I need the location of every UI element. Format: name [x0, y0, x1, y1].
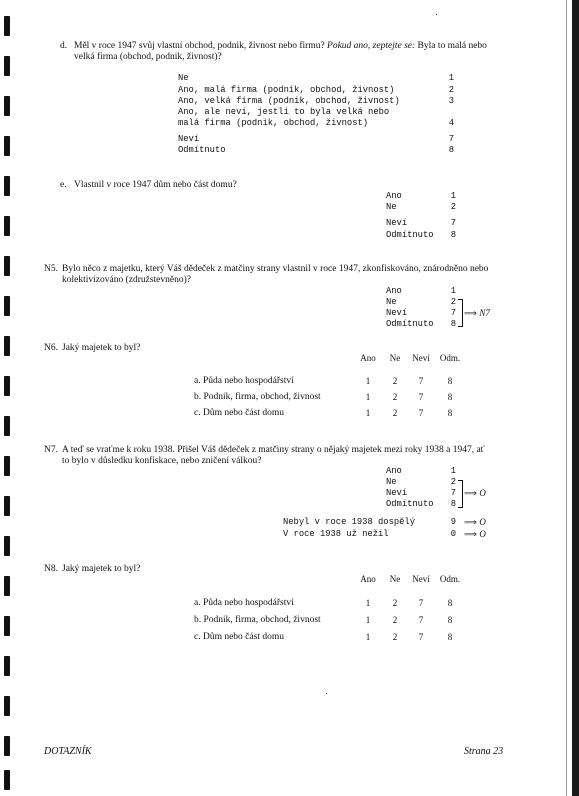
question-e-label: e. — [60, 180, 67, 190]
page-edge-line — [566, 0, 567, 796]
row-label: a. Půda nebo hospodářství — [194, 376, 294, 386]
option-code: 7 — [448, 134, 454, 144]
row-code: 1 — [365, 376, 371, 386]
option-text: Odmítnuto — [386, 499, 434, 509]
option-code: 0 — [450, 529, 456, 539]
row-code: 8 — [447, 632, 453, 642]
option-text: Odmítnuto — [386, 230, 434, 240]
binding-hole — [4, 216, 10, 236]
column-header: Odm. — [439, 353, 461, 363]
binding-hole — [4, 136, 10, 156]
option-code: 1 — [450, 466, 456, 476]
question-n8-text: Jaký majetek to byl? — [62, 564, 141, 574]
skip-brace — [458, 480, 463, 508]
option-text: Ne — [386, 477, 397, 487]
binding-hole — [4, 656, 10, 676]
option-code: 8 — [450, 230, 456, 240]
column-header: Neví — [412, 574, 430, 584]
option-text: Odmítnuto — [386, 319, 434, 329]
question-n5-text-cont: kolektivizováno (združstevněno)? — [62, 275, 191, 285]
row-code: 2 — [392, 392, 398, 402]
option-code: 1 — [450, 286, 456, 296]
row-code: 8 — [447, 376, 453, 386]
binding-hole — [4, 456, 10, 476]
row-code: 1 — [365, 392, 371, 402]
row-code: 1 — [365, 615, 371, 625]
option-text: Ano, ale neví, jestli to byla velká nebo — [178, 107, 390, 117]
row-code: 7 — [418, 632, 424, 642]
binding-hole — [4, 176, 10, 196]
speck — [326, 693, 327, 694]
row-code: 2 — [392, 376, 398, 386]
option-code: 2 — [450, 477, 456, 487]
option-code: 2 — [450, 202, 456, 212]
option-text: Nebyl v roce 1938 dospělý — [283, 517, 415, 527]
binding-hole — [4, 696, 10, 716]
option-code: 3 — [448, 96, 454, 106]
option-text: Ano — [386, 191, 402, 201]
row-label: a. Půda nebo hospodářství — [194, 598, 294, 608]
speck — [436, 14, 437, 15]
binding-hole — [4, 96, 10, 116]
column-header: Ano — [360, 574, 376, 584]
row-code: 7 — [418, 598, 424, 608]
row-code: 1 — [365, 632, 371, 642]
binding-hole — [4, 336, 10, 356]
option-code: 9 — [450, 517, 456, 527]
option-code: 1 — [448, 73, 454, 83]
row-label: c. Dům nebo část domu — [194, 408, 284, 418]
option-code: 1 — [450, 191, 456, 201]
binding-hole — [4, 736, 10, 756]
binding-hole — [4, 496, 10, 516]
question-n6-label: N6. — [44, 343, 58, 353]
option-text: Ano, malá firma (podnik, obchod, živnost) — [178, 85, 395, 95]
option-code: 8 — [450, 319, 456, 329]
option-text: V roce 1938 už nežil — [283, 529, 389, 539]
binding-hole — [4, 296, 10, 316]
option-text: Ano — [386, 286, 402, 296]
binding-hole — [4, 770, 10, 790]
column-header: Neví — [412, 353, 430, 363]
row-label: b. Podnik, firma, obchod, živnost — [194, 615, 321, 625]
option-code: 2 — [450, 297, 456, 307]
option-text: Ne — [386, 202, 397, 212]
row-code: 1 — [365, 598, 371, 608]
binding-hole — [4, 56, 10, 76]
row-code: 7 — [418, 408, 424, 418]
skip-brace — [458, 299, 463, 327]
skip-instruction: ⟹ O — [464, 517, 486, 527]
option-code: 8 — [450, 499, 456, 509]
question-d-text-cont: velká firma (obchod, podnik, živnost)? — [74, 52, 222, 62]
option-code: 7 — [450, 488, 456, 498]
option-code: 8 — [448, 145, 454, 155]
row-code: 1 — [365, 408, 371, 418]
question-n7-text: A teď se vraťme k roku 1938. Přišel Váš dědeček z matčiny strany o nějaký majetek mezi roky 1938 a 1947, ať — [62, 445, 485, 455]
column-header: Ne — [389, 353, 401, 363]
row-code: 8 — [447, 408, 453, 418]
footer-title: DOTAZNÍK — [44, 746, 92, 757]
option-text: Neví — [386, 308, 408, 318]
question-n6-text: Jaký majetek to byl? — [62, 343, 141, 353]
row-code: 7 — [418, 615, 424, 625]
row-code: 8 — [447, 392, 453, 402]
binding-hole — [4, 616, 10, 636]
option-text: Ano, velká firma (podnik, obchod, živnost) — [178, 96, 400, 106]
option-text: Neví — [386, 218, 408, 228]
option-text: Odmítnuto — [178, 145, 226, 155]
row-code: 2 — [392, 615, 398, 625]
question-n7-label: N7. — [44, 445, 58, 455]
column-header: Ne — [389, 574, 401, 584]
row-label: b. Podnik, firma, obchod, živnost — [194, 392, 321, 402]
binding-hole — [4, 16, 10, 36]
option-text: Neví — [178, 134, 200, 144]
binding-hole — [4, 536, 10, 556]
option-text: Ne — [178, 73, 189, 83]
row-code: 7 — [418, 392, 424, 402]
option-code: 4 — [448, 118, 454, 128]
option-code: 7 — [450, 308, 456, 318]
question-d-label: d. — [60, 41, 68, 51]
skip-instruction: ⟹ O — [464, 529, 486, 539]
skip-instruction: ⟹ O — [464, 488, 486, 498]
binding-hole — [4, 576, 10, 596]
row-code: 8 — [447, 598, 453, 608]
question-n5-label: N5. — [44, 264, 58, 274]
question-n5-text: Bylo něco z majetku, který Váš dědeček z matčiny strany vlastnil v roce 1947, zkonfiskováno, znárodněno nebo — [62, 264, 489, 274]
option-text: Neví — [386, 488, 408, 498]
row-code: 2 — [392, 632, 398, 642]
option-text: Ano — [386, 466, 402, 476]
question-n8-label: N8. — [44, 564, 58, 574]
row-code: 8 — [447, 615, 453, 625]
option-code: 7 — [450, 218, 456, 228]
binding-hole — [4, 416, 10, 436]
question-e-text: Vlastnil v roce 1947 dům nebo část domu? — [74, 180, 237, 190]
row-code: 7 — [418, 376, 424, 386]
option-text: malá firma (podnik, obchod, živnost) — [178, 118, 369, 128]
column-header: Odm. — [439, 574, 461, 584]
option-text: Ne — [386, 297, 397, 307]
option-code: 2 — [448, 85, 454, 95]
page-edge — [572, 0, 579, 796]
question-d-text: Měl v roce 1947 svůj vlastní obchod, podnik, živnost nebo firmu? Pokud ano, zeptejte se: Byla to malá nebo — [74, 41, 487, 51]
page-number: Strana 23 — [464, 746, 504, 757]
binding-hole — [4, 256, 10, 276]
skip-instruction: ⟹ N7 — [464, 308, 490, 318]
row-code: 2 — [392, 408, 398, 418]
row-code: 2 — [392, 598, 398, 608]
column-header: Ano — [360, 353, 376, 363]
row-label: c. Dům nebo část domu — [194, 632, 284, 642]
question-n7-text-cont: to bylo v důsledku konfiskace, nebo zničení válkou? — [62, 456, 262, 466]
binding-hole — [4, 376, 10, 396]
